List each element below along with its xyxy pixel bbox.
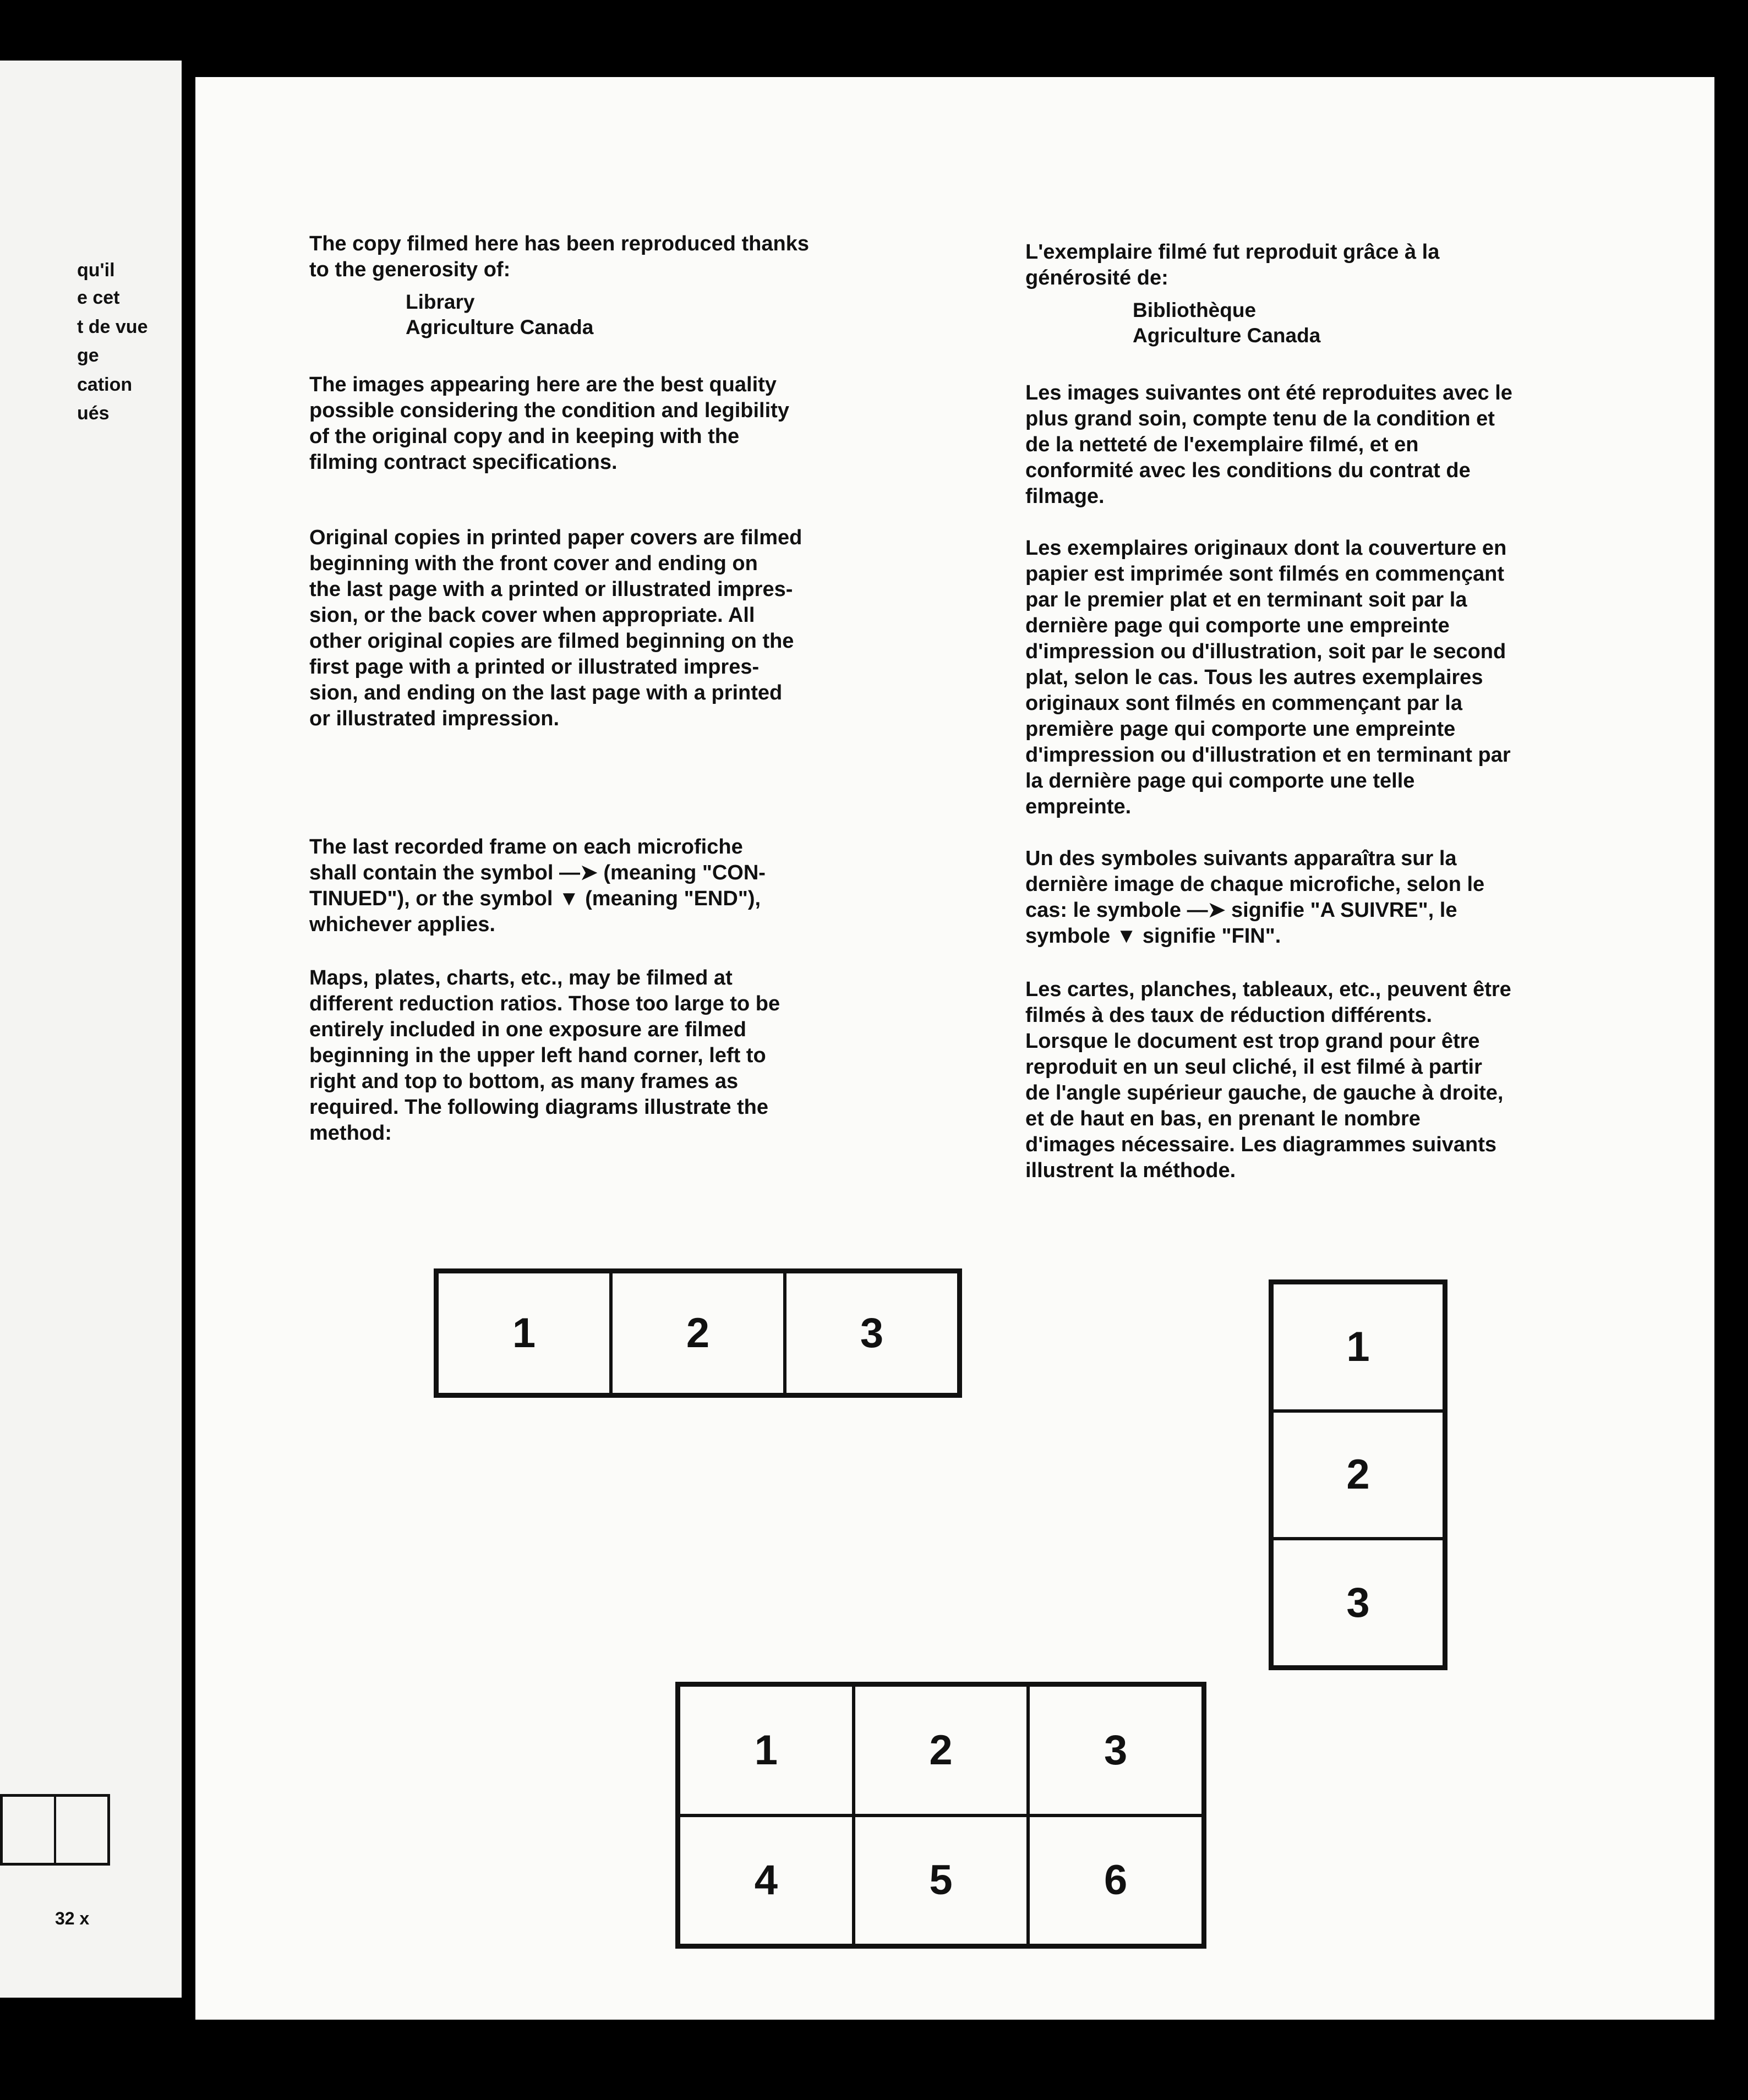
text-line: dernière page qui comporte une empreinte: [1025, 614, 1450, 637]
institution-line: Library: [406, 291, 475, 313]
text-line: Les exemplaires originaux dont la couverture en: [1025, 537, 1507, 560]
text-line: dernière image de chaque microfiche, selon le: [1025, 873, 1485, 896]
french-symbol-paragraph: [1025, 846, 1512, 949]
english-column: [309, 231, 809, 1146]
text-line: Un des symboles suivants apparaîtra sur la: [1025, 847, 1457, 870]
text-line: symbole ▼ signifie "FIN".: [1025, 925, 1281, 948]
left-page-fragments: [0, 0, 182, 495]
text-line: entirely included in one exposure are filmed: [309, 1018, 746, 1041]
french-maps-paragraph: [1025, 977, 1512, 1184]
text-line: possible considering the condition and legibility: [309, 399, 789, 422]
text-line: or illustrated impression.: [309, 707, 559, 730]
frame-cell: 2: [611, 1272, 785, 1394]
text-line: whichever applies.: [309, 913, 495, 936]
text-line: reproduit en un seul cliché, il est filmé à partir: [1025, 1056, 1482, 1079]
text-line: sion, and ending on the last page with a printed: [309, 681, 783, 704]
diagram-horizontal: [434, 1268, 962, 1398]
text-line: TINUED"), or the symbol ▼ (meaning "END"),: [309, 887, 761, 910]
text-line: Les cartes, planches, tableaux, etc., peuvent être: [1025, 978, 1511, 1001]
text-line: other original copies are filmed beginning on the: [309, 630, 794, 653]
frame-cell: 1: [679, 1685, 854, 1815]
text-line: d'impression ou d'illustration et en terminant par: [1025, 743, 1511, 767]
text-line: The last recorded frame on each microfiche: [309, 835, 743, 858]
text-line: shall contain the symbol —➤ (meaning "CON-: [309, 861, 766, 884]
left-page-fragment-line: qu'il: [77, 260, 115, 281]
text-line: d'impression ou d'illustration, soit par le second: [1025, 640, 1506, 663]
text-line: filming contract specifications.: [309, 451, 618, 474]
text-line: plat, selon le cas. Tous les autres exemplaires: [1025, 666, 1483, 689]
text-line: de la netteté de l'exemplaire filmé, et en: [1025, 433, 1419, 456]
text-line: L'exemplaire filmé fut reproduit grâce à la: [1025, 240, 1440, 264]
text-line: filmés à des taux de réduction différents.: [1025, 1004, 1433, 1027]
text-line: filmage.: [1025, 485, 1105, 508]
left-page-fragment-line: cation: [77, 374, 133, 395]
text-line: right and top to bottom, as many frames as: [309, 1070, 739, 1093]
text-line: plus grand soin, compte tenu de la condition et: [1025, 407, 1495, 430]
left-page-fragment-line: ge: [77, 345, 99, 366]
text-line: Original copies in printed paper covers are filmed: [309, 526, 802, 549]
reduction-frame-cell: [3, 1797, 54, 1863]
frame-cell: 3: [1028, 1685, 1203, 1815]
text-line: papier est imprimée sont filmés en commençant: [1025, 562, 1505, 586]
text-line: Maps, plates, charts, etc., may be filmed at: [309, 966, 733, 989]
text-line: la dernière page qui comporte une telle: [1025, 769, 1415, 792]
reduction-frame-cell: [54, 1797, 107, 1863]
text-line: originaux sont filmés en commençant par la: [1025, 692, 1462, 715]
text-line: sion, or the back cover when appropriate. All: [309, 604, 755, 627]
left-page-fragment-line: e cet: [77, 287, 120, 308]
text-line: et de haut en bas, en prenant le nombre: [1025, 1107, 1421, 1130]
institution-line: Agriculture Canada: [406, 316, 594, 338]
text-line: illustrent la méthode.: [1025, 1159, 1236, 1182]
text-line: The copy filmed here has been reproduced thanks: [309, 232, 810, 255]
text-line: required. The following diagrams illustrate the: [309, 1096, 769, 1119]
frame-cell: 5: [854, 1815, 1029, 1946]
frame-cell: 2: [1272, 1411, 1444, 1539]
text-line: Lorsque le document est trop grand pour être: [1025, 1030, 1480, 1053]
english-copies-paragraph: [309, 525, 809, 732]
text-line: beginning in the upper left hand corner, left to: [309, 1044, 766, 1067]
left-page-fragment-line: ués: [77, 403, 110, 424]
frame-cell: 1: [437, 1272, 611, 1394]
french-column: [1025, 239, 1512, 1184]
text-line: première page qui comporte une empreinte: [1025, 718, 1456, 741]
institution-line: Agriculture Canada: [1133, 324, 1321, 347]
text-line: empreinte.: [1025, 795, 1132, 818]
text-line: de l'angle supérieur gauche, de gauche à droite,: [1025, 1081, 1504, 1104]
left-page-fragment-line: t de vue: [77, 316, 148, 337]
reduction-ratio-label: 32 x: [55, 1908, 90, 1928]
english-maps-paragraph: [309, 965, 809, 1146]
text-line: par le premier plat et en terminant soit par la: [1025, 588, 1467, 611]
text-line: Les images suivantes ont été reproduites avec le: [1025, 381, 1512, 404]
text-line: the last page with a printed or illustrated impres-: [309, 578, 793, 601]
text-line: générosité de:: [1025, 266, 1168, 289]
english-institution: [406, 289, 809, 340]
microfiche-target-page: [195, 77, 1714, 2020]
text-line: different reduction ratios. Those too large to be: [309, 992, 780, 1015]
frame-cell: 6: [1028, 1815, 1203, 1946]
text-line: d'images nécessaire. Les diagrammes suivants: [1025, 1133, 1497, 1156]
text-line: beginning with the front cover and ending on: [309, 552, 758, 575]
english-symbol-paragraph: [309, 834, 809, 938]
reduction-frame-diagram: [0, 1794, 110, 1866]
english-quality-paragraph: [309, 372, 809, 475]
frame-cell: 3: [785, 1272, 959, 1394]
text-line: to the generosity of:: [309, 258, 511, 281]
text-line: first page with a printed or illustrated impres-: [309, 655, 760, 679]
frame-cell: 1: [1272, 1283, 1444, 1411]
text-line: The images appearing here are the best quality: [309, 373, 777, 396]
text-line: cas: le symbole —➤ signifie "A SUIVRE", le: [1025, 899, 1457, 922]
text-line: conformité avec les conditions du contrat de: [1025, 459, 1471, 482]
frame-cell: 3: [1272, 1539, 1444, 1667]
frame-cell: 4: [679, 1815, 854, 1946]
french-copies-paragraph: [1025, 535, 1512, 820]
text-line: of the original copy and in keeping with the: [309, 425, 740, 448]
text-line: method:: [309, 1122, 392, 1145]
frame-cell: 2: [854, 1685, 1029, 1815]
institution-line: Bibliothèque: [1133, 299, 1257, 321]
french-quality-paragraph: [1025, 380, 1512, 510]
french-institution: [1133, 298, 1512, 348]
diagram-vertical: [1269, 1279, 1447, 1670]
diagram-grid: [675, 1682, 1206, 1949]
french-intro: [1025, 239, 1512, 291]
english-intro: [309, 231, 809, 283]
